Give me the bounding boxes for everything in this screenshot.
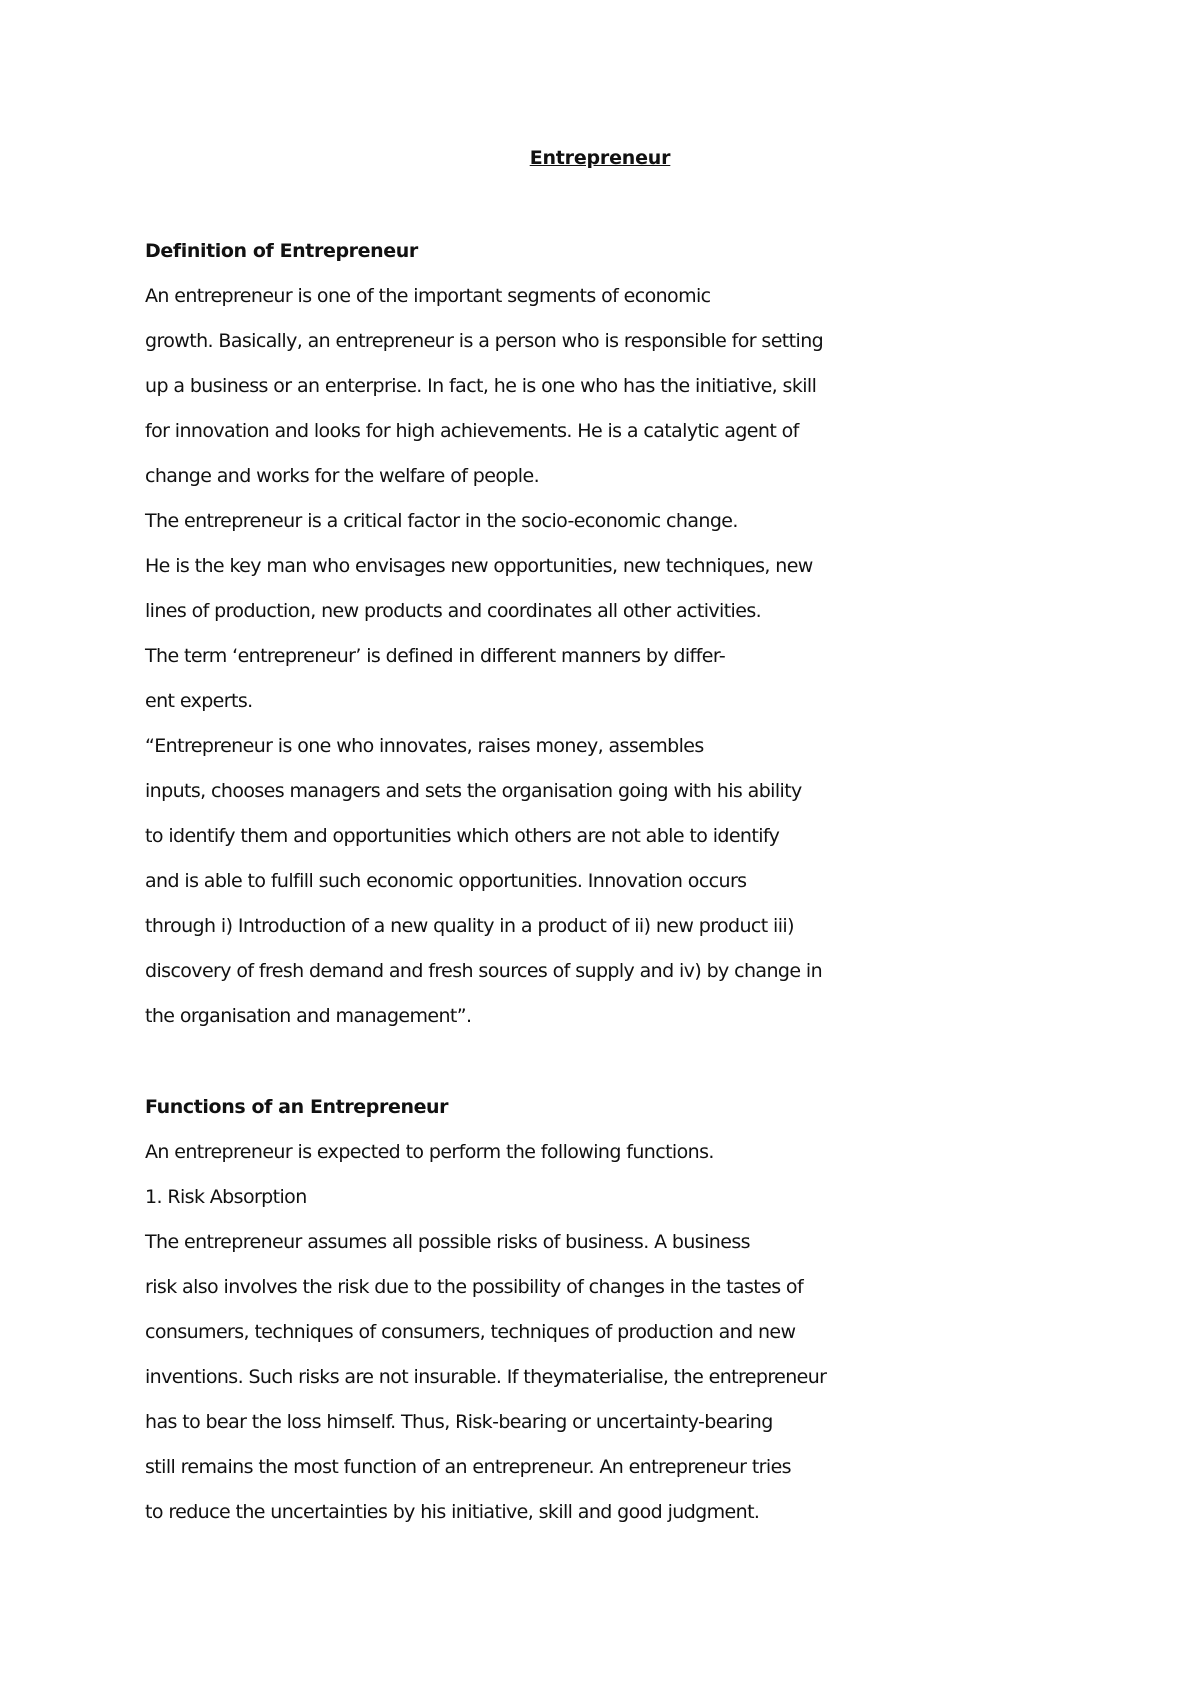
quote-line: the organisation and management”.	[145, 1005, 472, 1027]
paragraph-line: has to bear the loss himself. Thus, Risk-bearing or uncertainty-bearing	[145, 1411, 773, 1433]
paragraph-line: An entrepreneur is expected to perform the following functions.	[145, 1141, 714, 1163]
paragraph-line: inventions. Such risks are not insurable. If theymaterialise, the entrepreneur	[145, 1366, 827, 1388]
paragraph-line: consumers, techniques of consumers, techniques of production and new	[145, 1321, 796, 1343]
paragraph-line: risk also involves the risk due to the possibility of changes in the tastes of	[145, 1276, 804, 1298]
paragraph-line: for innovation and looks for high achievements. He is a catalytic agent of	[145, 420, 799, 442]
paragraph-line: lines of production, new products and coordinates all other activities.	[145, 600, 762, 622]
quote-line: and is able to fulfill such economic opportunities. Innovation occurs	[145, 870, 747, 892]
paragraph-line: growth. Basically, an entrepreneur is a person who is responsible for setting	[145, 330, 824, 352]
section-heading-definition: Definition of Entrepreneur	[145, 240, 418, 262]
paragraph-line: He is the key man who envisages new opportunities, new techniques, new	[145, 555, 813, 577]
paragraph-line: An entrepreneur is one of the important segments of economic	[145, 285, 711, 307]
document-title: Entrepreneur	[529, 147, 671, 169]
paragraph-line: to reduce the uncertainties by his initiative, skill and good judgment.	[145, 1501, 760, 1523]
paragraph-line: The entrepreneur assumes all possible risks of business. A business	[145, 1231, 750, 1253]
list-item-risk-absorption: 1. Risk Absorption	[145, 1186, 307, 1208]
quote-line: discovery of fresh demand and fresh sources of supply and iv) by change in	[145, 960, 823, 982]
paragraph-line: up a business or an enterprise. In fact, he is one who has the initiative, skill	[145, 375, 817, 397]
quote-line: inputs, chooses managers and sets the organisation going with his ability	[145, 780, 802, 802]
quote-line: “Entrepreneur is one who innovates, raises money, assembles	[145, 735, 704, 757]
quote-line: through i) Introduction of a new quality in a product of ii) new product iii)	[145, 915, 794, 937]
paragraph-line: ent experts.	[145, 690, 253, 712]
section-heading-functions: Functions of an Entrepreneur	[145, 1096, 449, 1118]
paragraph-line: The entrepreneur is a critical factor in the socio-economic change.	[145, 510, 738, 532]
paragraph-line: The term ‘entrepreneur’ is defined in different manners by differ-	[145, 645, 726, 667]
quote-line: to identify them and opportunities which others are not able to identify	[145, 825, 780, 847]
paragraph-line: still remains the most function of an entrepreneur. An entrepreneur tries	[145, 1456, 791, 1478]
paragraph-line: change and works for the welfare of people.	[145, 465, 540, 487]
